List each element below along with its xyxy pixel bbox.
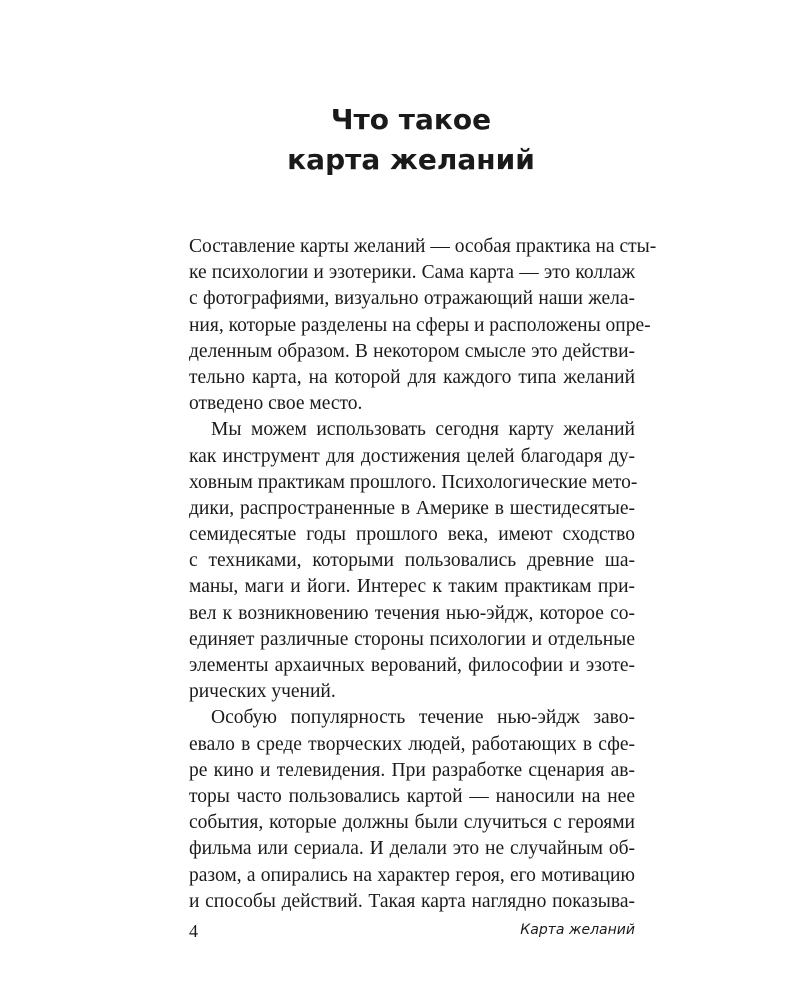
chapter-title-line-1: Что такое bbox=[330, 103, 492, 136]
text-line: с фотографиями, визуально отражающий наши жела- bbox=[189, 288, 635, 310]
text-line: Составление карты желаний — особая практика на сты- bbox=[189, 236, 657, 257]
text-line: ния, которые разделены на сферы и расположены опре- bbox=[189, 314, 651, 336]
text-line: вел к возникновению течения нью-эйдж, которое со- bbox=[189, 602, 635, 624]
running-header: Карта желаний bbox=[520, 922, 635, 938]
text-line: дики, распространенные в Америке в шестидесятые- bbox=[189, 497, 635, 519]
text-line: и способы действий. Такая карта наглядно показыва- bbox=[189, 890, 635, 912]
text-line: семидесятые годы прошлого века, имеют сходство bbox=[189, 524, 635, 546]
text-line: фильма или сериала. И делали это не случайным об- bbox=[189, 838, 635, 860]
text-line: элементы архаичных верований, философии и эзоте- bbox=[189, 655, 635, 676]
text-line: как инструмент для достижения целей благодаря ду- bbox=[189, 445, 635, 467]
text-line: события, которые должны были случиться с героями bbox=[189, 812, 635, 834]
text-line: торы часто пользовались картой — наносили на нее bbox=[189, 785, 635, 807]
text-line: ке психологии и эзотерики. Сама карта — это коллаж bbox=[189, 262, 635, 284]
text-line: ховным практикам прошлого. Психологические мето- bbox=[189, 471, 638, 493]
text-line: маны, маги и йоги. Интерес к таким практикам при- bbox=[189, 576, 635, 598]
text-line: тельно карта, на которой для каждого типа желаний bbox=[189, 366, 635, 388]
text-line: единяет различные стороны психологии и отдельные bbox=[189, 628, 635, 650]
text-line: рических учений. bbox=[189, 681, 336, 703]
text-line: Мы можем использовать сегодня карту желаний bbox=[211, 419, 635, 441]
text-line: евало в среде творческих людей, работающих в сфе- bbox=[189, 733, 635, 755]
text-line: отведено свое место. bbox=[189, 393, 363, 415]
text-line: с техниками, которыми пользовались древние ша- bbox=[189, 550, 635, 572]
text-line: ре кино и телевидения. При разработке сценария ав- bbox=[189, 759, 635, 781]
text-line: деленным образом. В некотором смысле это действи- bbox=[189, 340, 635, 362]
text-line: разом, а опирались на характер героя, его мотивацию bbox=[189, 864, 635, 886]
text-line: Особую популярность течение нью-эйдж заво- bbox=[211, 707, 635, 729]
body-text bbox=[189, 234, 657, 915]
chapter-title-line-2: карта желаний bbox=[287, 143, 535, 176]
chapter-title bbox=[150, 100, 672, 180]
page-number: 4 bbox=[189, 921, 198, 941]
